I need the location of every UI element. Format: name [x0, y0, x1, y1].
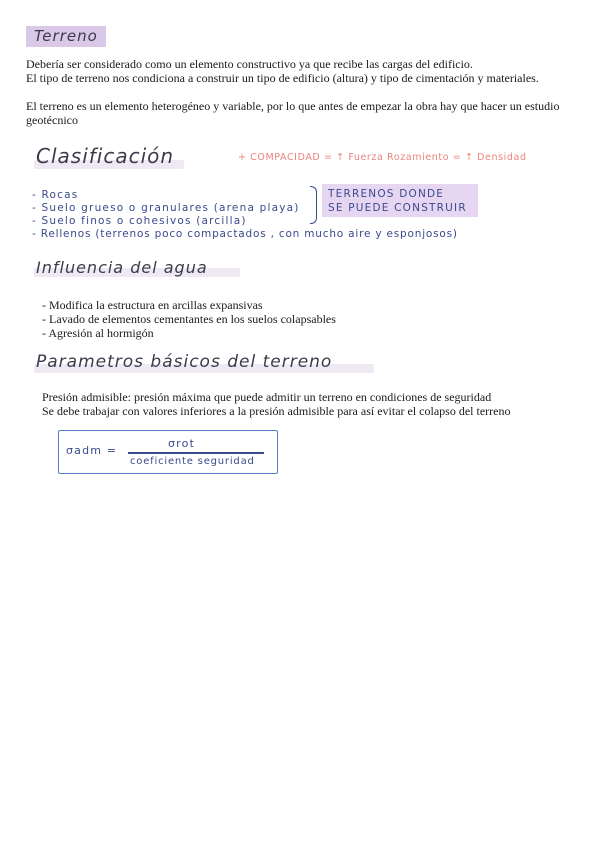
- clasificacion-item-granulares: - Suelo grueso o granulares (arena playa): [32, 202, 300, 214]
- intro-line-4: geotécnico: [26, 113, 78, 127]
- agua-item-3: - Agresión al hormigón: [42, 326, 154, 340]
- agua-item-2: - Lavado de elementos cementantes en los suelos colapsables: [42, 312, 336, 326]
- intro-line-3: El terreno es un elemento heterogéneo y variable, por lo que antes de empezar la obra hay que hacer un estudio: [26, 99, 560, 113]
- brace: [310, 186, 317, 224]
- construir-box-line-2: SE PUEDE CONSTRUIR: [328, 202, 467, 214]
- clasificacion-item-rellenos: - Rellenos (terrenos poco compactados , con mucho aire y esponjosos): [32, 228, 458, 240]
- clasificacion-item-cohesivos: - Suelo finos o cohesivos (arcilla): [32, 215, 247, 227]
- formula-lhs: σadm =: [66, 444, 118, 457]
- presion-note: Se debe trabajar con valores inferiores a la presión admisible para así evitar el colapso del terreno: [42, 404, 511, 418]
- agua-item-1: - Modifica la estructura en arcillas expansivas: [42, 298, 263, 312]
- presion-definition: Presión admisible: presión máxima que puede admitir un terreno en condiciones de seguridad: [42, 390, 492, 404]
- formula-numerator: σrot: [168, 437, 196, 450]
- compacidad-note: + COMPACIDAD = ↑ Fuerza Rozamiento = ↑ Densidad: [238, 152, 527, 163]
- formula-denominator: coeficiente seguridad: [130, 456, 255, 467]
- construir-box-line-1: TERRENOS DONDE: [328, 188, 445, 200]
- clasificacion-item-rocas: - Rocas: [32, 189, 79, 201]
- parametros-heading: Parametros básicos del terreno: [36, 352, 333, 372]
- fraction-bar: [128, 452, 264, 454]
- intro-line-1: Debería ser considerado como un elemento constructivo ya que recibe las cargas del edificio.: [26, 57, 473, 71]
- page-title: Terreno: [26, 26, 106, 47]
- intro-line-2: El tipo de terreno nos condiciona a construir un tipo de edificio (altura) y tipo de cimentación y materiales.: [26, 71, 539, 85]
- agua-heading: Influencia del agua: [36, 258, 208, 277]
- clasificacion-heading: Clasificación: [36, 144, 175, 168]
